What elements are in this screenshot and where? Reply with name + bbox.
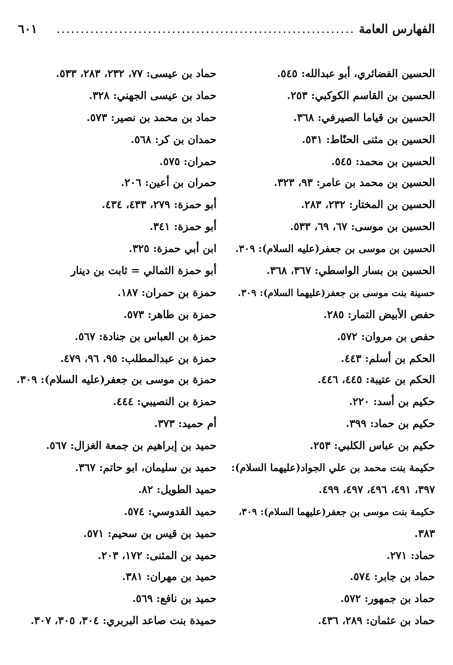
index-entry: الحسين بن المختار: ٢٣٢، ٢٨٣. [300,199,435,212]
index-entry: الحسين بن القاسم الكوكبي: ٢٥٣. [286,89,435,102]
index-entry: حميد بن سليمان، ابو حاتم: ٣٦٧. [74,462,217,475]
index-entry: حميد الطويل: ٨٢. [138,483,217,496]
index-entry: حكيمة بنت موسى بن جعفر(عليهما السلام): ٣٠٩، [238,506,435,518]
index-entry: حمزة بن النصيبي: ٤٤٤. [112,396,217,409]
page-number: ٦٠١ [18,22,38,36]
index-entry: حكيم بن حماد: ٣٩٩. [345,418,435,431]
index-entry: حمران: ٥٧٥. [159,155,217,168]
index-entry: حميد بن إبراهيم بن جمعة الغزال: ٥٦٧. [46,440,217,453]
index-entry: الحسين بن محمد بن عامر: ٩٣، ٣٢٣. [273,177,435,190]
index-entry: الحكم بن أسلم: ٤٤٣. [340,352,435,365]
right-column [227,64,440,645]
index-entry: أبو حمزة الثمالي = ثابت بن دينار [70,265,217,278]
index-entry: حميد بن نافع: ٥٦٩. [132,593,217,606]
index-entry: حميدة بنت صاعد البربري: ٣٠٤، ٣٠٥، ٣٠٧. [30,615,217,628]
index-entry: حفص بن مروان: ٥٧٢. [336,330,435,343]
index-entry: حمران بن أعين: ٢٠٦. [120,177,217,190]
page-header [18,22,435,44]
index-entry: حماد بن عيسى الجهني: ٣٢٨. [88,89,217,102]
index-entry: حميد بن قيس بن سحيم: ٥٧١. [83,527,217,540]
index-entry: حماد بن جمهور: ٥٧٢. [340,593,435,606]
index-entry: أم حميد: ٣٧٣. [154,418,217,431]
index-entry: حميد بن المثنى: ١٧٢، ٢٠٣. [97,549,217,562]
index-entry: الحسين بن محمد: ٥٤٥. [331,155,435,168]
index-entry: الحسين بن موسى: ٦٧، ٦٩، ٥٣٣. [289,221,435,234]
index-entry: الحسين بن موسى بن جعفر(عليه السلام): ٣٠٩. [235,244,435,256]
index-entry: حميد القدوسي: ٥٧٤. [123,505,217,518]
index-entry: الحكم بن عتيبة: ٤٤٥، ٤٤٦. [317,374,435,387]
index-entry: ابن أبي حمزة: ٣٢٥. [128,243,217,256]
left-column [14,64,227,645]
index-entry: حماد بن محمد بن نصير: ٥٧٣. [86,111,217,124]
index-entry: الحسين بن بسار الواسطي: ٣٦٧، ٣٦٨. [266,265,435,278]
index-entry: حماد بن عيسى: ٧٧، ٢٣٢، ٢٨٣، ٥٣٣. [55,68,217,80]
index-entry: ٣٩٧، ٤٩١، ٤٩٦، ٤٩٧، ٤٩٩. [318,483,435,496]
index-entry: حماد بن جابر: ٥٧٤. [349,571,435,584]
index-entry: حكيمة بنت محمد بن علي الجواد(عليهما السلام): [231,463,435,475]
index-entry: الحسين بن مثنى الحنّاط: ٥٣١. [301,133,435,146]
index-entry: حمزة بن عبدالمطلب: ٩٥، ٩٦، ٤٧٩. [60,352,217,365]
index-entry: حمزة بن طاهر: ٥٧٣. [123,308,217,321]
index-entry: حكيم بن عباس الكلبي: ٢٥٣. [309,440,435,453]
index-entry: حمدان بن كر: ٥٦٨. [130,133,217,146]
index-entry: ٣٨٣. [414,527,435,540]
running-title: الفهارس العامة [358,22,435,36]
index-entry: حسينة بنت موسى بن جعفر(عليهما السلام): ٣٠٩. [237,287,435,299]
index-entry: حفص الأبيض التمار: ٢٨٥. [323,308,435,321]
index-entry: حماد بن عثمان: ٢٨٩، ٤٣٦. [317,615,435,628]
index-entry: حميد بن مهران: ٣٨١. [122,571,217,584]
index-entry: حمزة بن العباس بن جنادة: ٥٦٧. [74,330,217,343]
index-entry: حماد: ٢٧١. [386,549,435,562]
index-entry: الحسين بن قياما الصيرفي: ٣٦٨. [293,111,435,124]
index-entry: الحسين الفضائري، أبو عبدالله: ٥٤٥. [277,68,435,80]
index-entry: أبو حمزة: ٢٧٩، ٤٣٣، ٤٣٤. [101,199,217,212]
leader-dots: .............................................................. [56,22,355,36]
index-entry: حكيم بن أسد: ٢٢٠. [348,396,435,409]
index-entry: حمزة بن حمران: ١٨٧. [117,286,217,299]
index-entry: أبو حمزة: ٣٤١. [149,221,217,234]
index-columns [14,64,439,645]
index-entry: حمزة بن موسى بن جعفر(عليه السلام): ٣٠٩. [16,374,217,387]
